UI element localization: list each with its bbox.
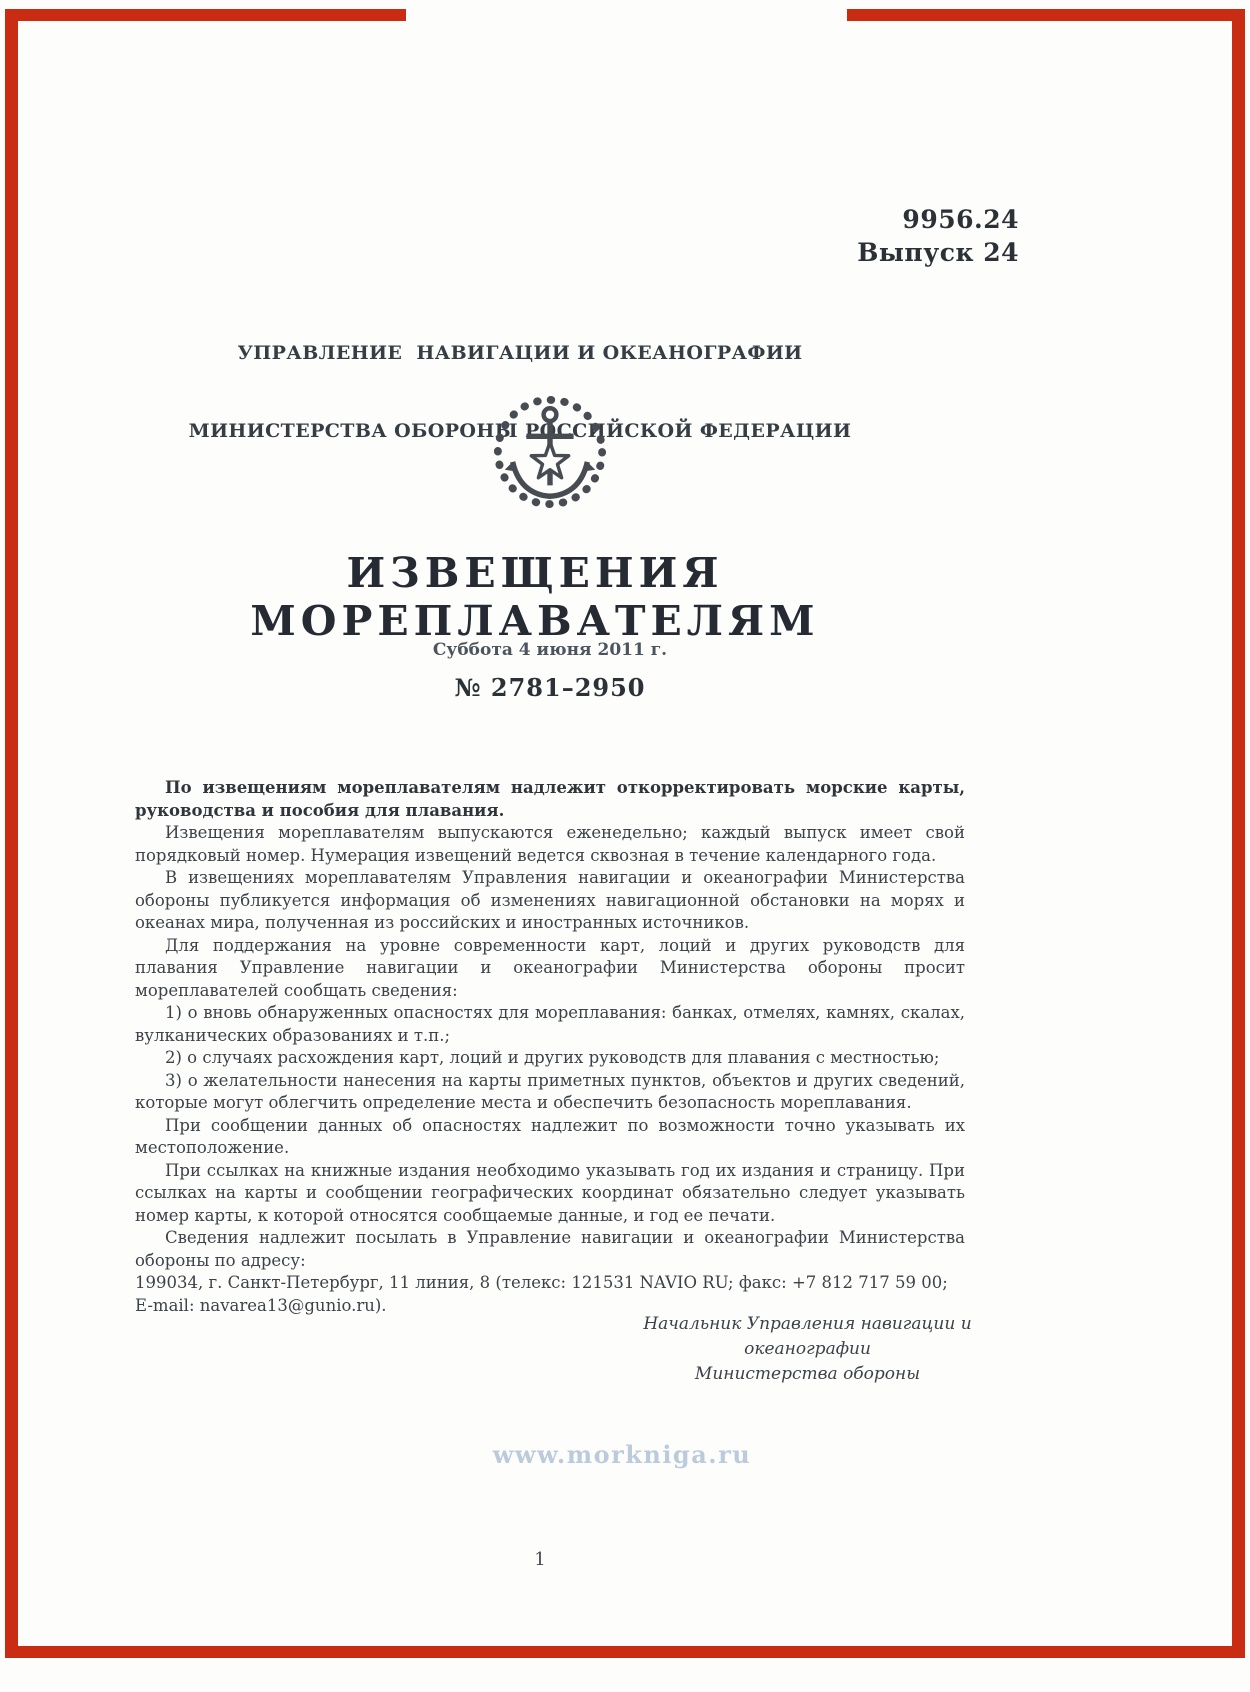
issue-block xyxy=(857,203,1019,269)
paragraph-list-item-1: 1) о вновь обнаруженных опасностях для мореплавания: банках, отмелях, камнях, скалах, вулканических образованиях и т.п.; xyxy=(135,1003,965,1045)
issue-number: 9956.24 xyxy=(902,205,1019,234)
signature-title: Начальник Управления навигации и океанографии xyxy=(643,1314,972,1359)
address-line-2: E-mail: navarea13@gunio.ru). xyxy=(135,1295,387,1315)
address-line-1: 199034, г. Санкт-Петербург, 11 линия, 8 (телекс: 121531 NAVIO RU; факс: +7 812 717 59 00; xyxy=(135,1273,948,1292)
paragraph: Сведения надлежит посылать в Управление навигации и океанографии Министерства обороны по адресу: xyxy=(135,1228,965,1270)
anchor-star-chain-emblem-icon xyxy=(491,393,609,511)
document-body xyxy=(135,777,965,1317)
signature-block xyxy=(600,1312,1015,1387)
red-frame-left xyxy=(5,9,18,1658)
paragraph-list-item-2: 2) о случаях расхождения карт, лоций и других руководств для плавания с местностью; xyxy=(165,1048,940,1067)
page-number: 1 xyxy=(534,1549,546,1570)
paragraph: Извещения мореплавателям выпускаются еженедельно; каждый выпуск имеет свой порядковый номер. Нумерация извещений ведется сквозная в течение календарного года. xyxy=(135,823,965,865)
watermark-text: www.morkniga.ru xyxy=(492,1440,752,1469)
date-line: Суббота 4 июня 2011 г. xyxy=(432,640,668,660)
red-frame-top-left xyxy=(5,9,406,21)
paragraph-list-item-3: 3) о желательности нанесения на карты приметных пунктов, объектов и других сведений, которые могут облегчить определение места и обеспечить безопасность мореплавания. xyxy=(135,1070,965,1112)
document-title: ИЗВЕЩЕНИЯ МОРЕПЛАВАТЕЛЯМ xyxy=(250,549,820,645)
paragraph: В извещениях мореплавателям Управления навигации и океанографии Министерства обороны публикуется информация об изменениях навигационной обстановки на морях и океанах мира, полученная из российских и иностранных источников. xyxy=(135,868,965,932)
org-line-2: МИНИСТЕРСТВА ОБОРОНЫ РОССИЙСКОЙ ФЕДЕРАЦИИ xyxy=(188,420,852,442)
red-frame-right xyxy=(1232,9,1245,1658)
red-frame-bottom xyxy=(5,1646,1245,1658)
issue-label: Выпуск 24 xyxy=(857,238,1019,267)
notice-range: № 2781–2950 xyxy=(454,673,646,702)
paragraph: При ссылках на книжные издания необходимо указывать год их издания и страницу. При ссылках на карты и сообщении географических координат обязательно следует указывать номер карты, к которой относятся сообщаемые данные, и год ее печати. xyxy=(135,1160,965,1225)
red-frame-top-right xyxy=(847,9,1245,21)
paragraph: Для поддержания на уровне современности карт, лоций и других руководств для плавания Управление навигации и океанографии Министерства обороны просит мореплавателей сообщать сведения: xyxy=(135,935,965,1000)
paragraph: При сообщении данных об опасностях надлежит по возможности точно указывать их местоположение. xyxy=(135,1115,965,1157)
org-line-1: УПРАВЛЕНИЕ НАВИГАЦИИ И ОКЕАНОГРАФИИ xyxy=(237,342,803,364)
signature-org: Министерства обороны xyxy=(694,1364,921,1384)
navy-emblem-container xyxy=(135,393,965,515)
paragraph-lead: По извещениям мореплавателям надлежит откорректировать морские карты, руководства и пособия для плавания. xyxy=(135,778,965,820)
